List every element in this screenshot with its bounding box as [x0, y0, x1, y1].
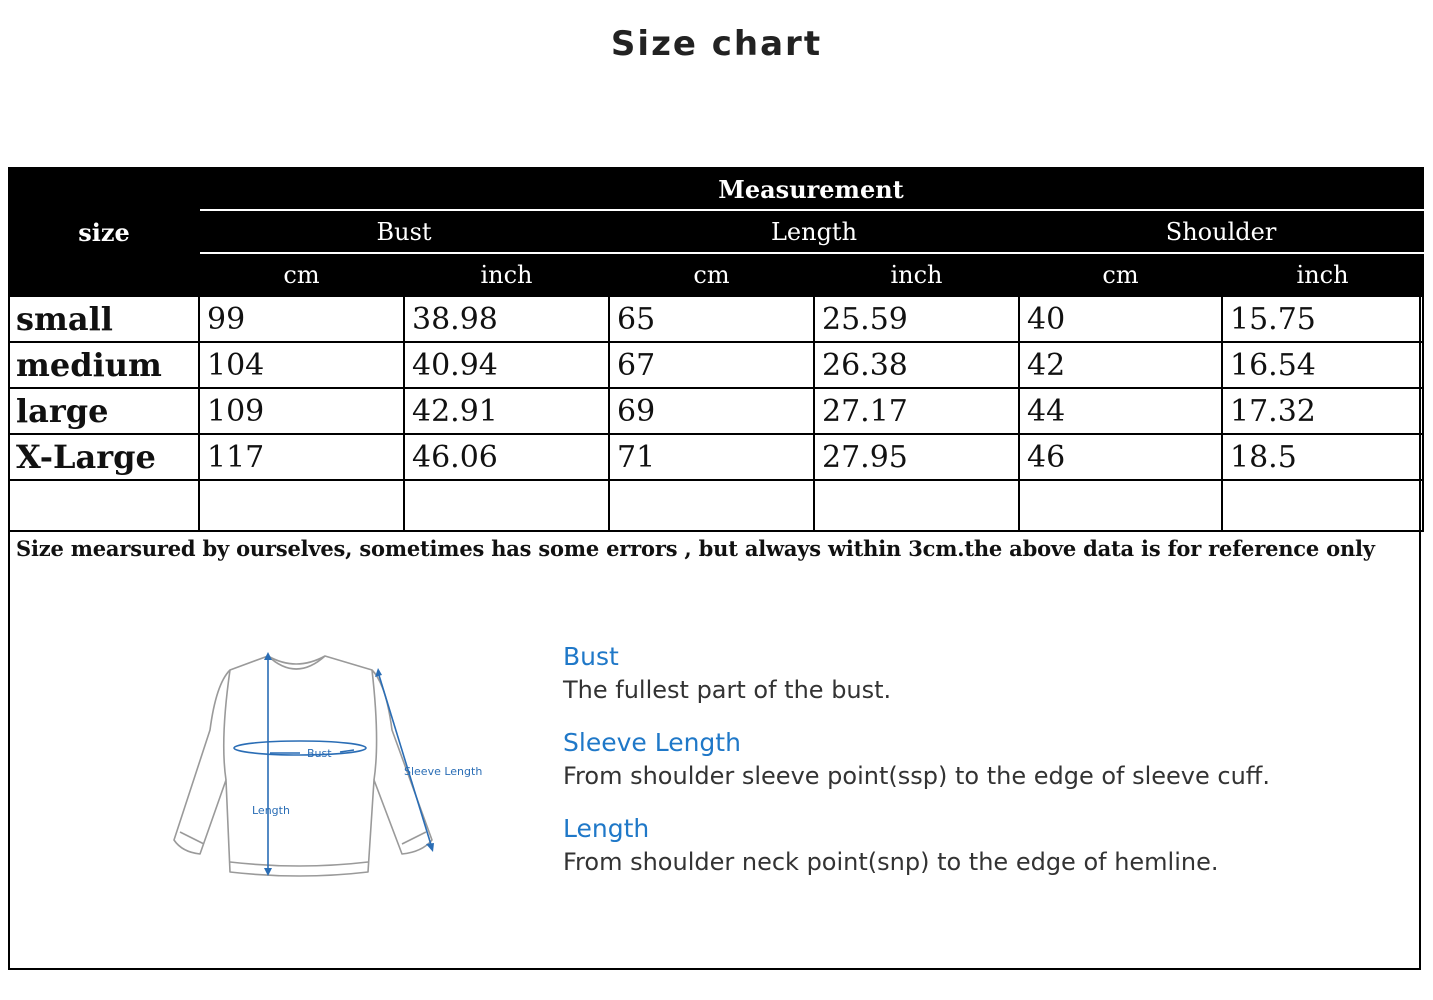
table-cell: 109	[199, 388, 404, 434]
definition-text: From shoulder sleeve point(ssp) to the edge of sleeve cuff.	[563, 762, 1270, 790]
table-cell: 46	[1019, 434, 1222, 480]
table-cell: 46.06	[404, 434, 609, 480]
table-cell: 25.59	[814, 296, 1019, 342]
sleeve-length-line	[378, 672, 432, 848]
table-cell: 27.17	[814, 388, 1019, 434]
unit-header: inch	[404, 253, 609, 296]
definition-term: Bust	[563, 642, 619, 671]
collar-shape	[268, 656, 325, 669]
empty-row	[9, 480, 1423, 531]
table-cell: 99	[199, 296, 404, 342]
sleeve-length-label: Sleeve Length	[404, 765, 483, 778]
unit-header: cm	[199, 253, 404, 296]
size-table	[8, 167, 1424, 532]
shirt-diagram	[160, 640, 510, 890]
size-label: small	[9, 296, 199, 342]
unit-header: cm	[1019, 253, 1222, 296]
table-cell: 38.98	[404, 296, 609, 342]
unit-header: cm	[609, 253, 814, 296]
table-row	[9, 342, 1423, 388]
unit-header: inch	[814, 253, 1019, 296]
table-row	[9, 388, 1423, 434]
table-cell: 27.95	[814, 434, 1019, 480]
table-cell: 18.5	[1222, 434, 1423, 480]
table-cell: 71	[609, 434, 814, 480]
table-cell: 65	[609, 296, 814, 342]
table-cell: 16.54	[1222, 342, 1423, 388]
table-cell: 42.91	[404, 388, 609, 434]
definitions	[563, 640, 1270, 898]
table-cell: 15.75	[1222, 296, 1423, 342]
measurement-note: Size mearsured by ourselves, sometimes has some errors , but always within 3cm.the above data is for reference only	[16, 536, 1375, 561]
table-cell: 104	[199, 342, 404, 388]
length-label: Length	[252, 804, 290, 817]
definition-text: The fullest part of the bust.	[563, 676, 892, 704]
table-cell: 67	[609, 342, 814, 388]
size-label: large	[9, 388, 199, 434]
table-cell: 17.32	[1222, 388, 1423, 434]
table-cell: 40.94	[404, 342, 609, 388]
table-cell: 26.38	[814, 342, 1019, 388]
table-cell: 40	[1019, 296, 1222, 342]
size-header: size	[9, 168, 199, 296]
bust-header: Bust	[199, 210, 609, 253]
shoulder-header: Shoulder	[1019, 210, 1423, 253]
definition-text: From shoulder neck point(snp) to the edge of hemline.	[563, 848, 1219, 876]
shirt-outline	[174, 656, 432, 876]
size-label: X-Large	[9, 434, 199, 480]
table-cell: 44	[1019, 388, 1222, 434]
table-row	[9, 296, 1423, 342]
bust-label: Bust	[307, 747, 332, 760]
definition-term: Length	[563, 814, 650, 843]
unit-header: inch	[1222, 253, 1423, 296]
definition-term: Sleeve Length	[563, 728, 741, 757]
size-label: medium	[9, 342, 199, 388]
table-cell: 69	[609, 388, 814, 434]
length-header: Length	[609, 210, 1019, 253]
table-cell: 42	[1019, 342, 1222, 388]
page-title: Size chart	[610, 24, 823, 64]
measurement-header: Measurement	[199, 168, 1423, 210]
table-cell: 117	[199, 434, 404, 480]
table-row	[9, 434, 1423, 480]
